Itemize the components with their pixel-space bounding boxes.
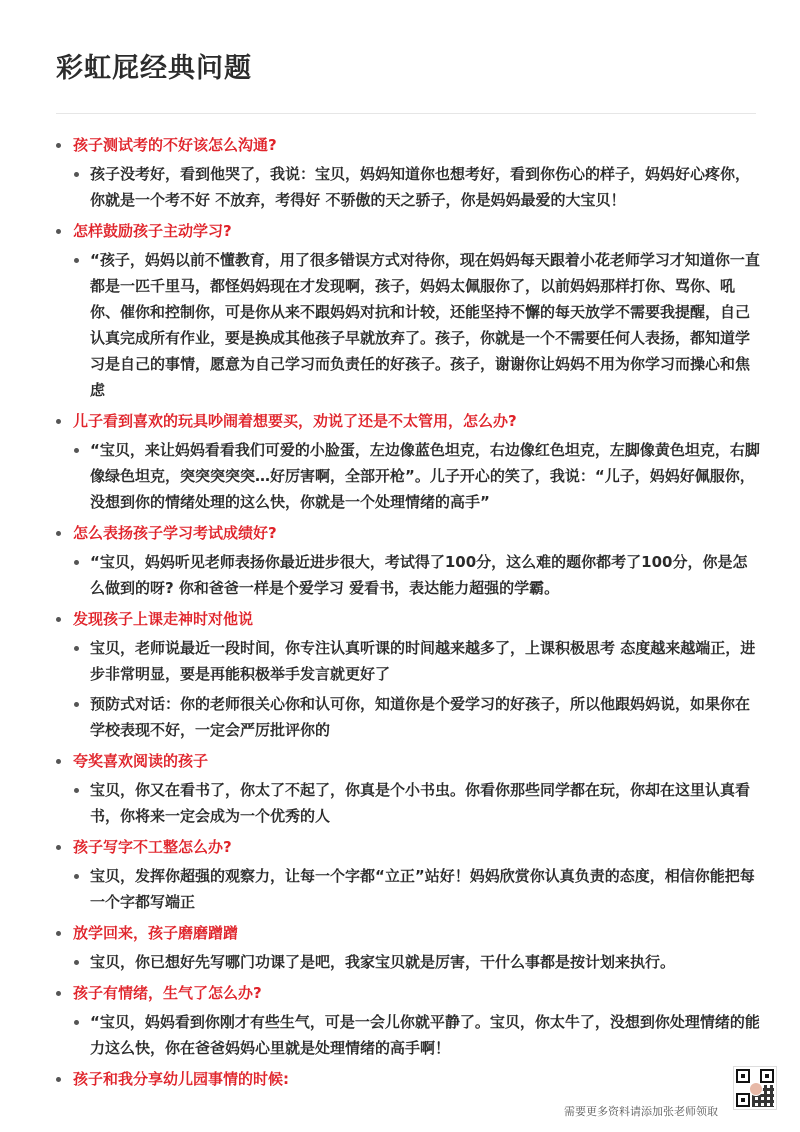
page-title: 彩虹屁经典问题 (56, 53, 252, 84)
footer-note: 需要更多资料请添加张老师领取 (564, 1105, 718, 1118)
answer-list (73, 1009, 760, 1061)
topic-item (56, 1067, 760, 1091)
answer-list (73, 863, 760, 915)
topic-item (56, 409, 760, 515)
topic-item (56, 607, 760, 743)
topic-item (56, 921, 760, 975)
topic-item (56, 219, 760, 403)
answer-list (73, 549, 760, 601)
answer-item: 宝贝，你已想好先写哪门功课了是吧，我家宝贝就是厉害，干什么事都是按计划来执行。 (73, 949, 760, 975)
topic-question: 孩子有情绪，生气了怎么办? (73, 984, 262, 1002)
answer-item: 预防式对话：你的老师很关心你和认可你，知道你是个爱学习的好孩子，所以他跟妈妈说，如果你在学校表现不好，一定会严厉批评你的 (73, 691, 760, 743)
answer-item: 孩子没考好，看到他哭了，我说：宝贝，妈妈知道你也想考好，看到你伤心的样子，妈妈好心疼你，你就是一个考不好 不放弃，考得好 不骄傲的天之骄子，你是妈妈最爱的大宝贝！ (73, 161, 760, 213)
answer-item: 宝贝，发挥你超强的观察力，让每一个字都“立正”站好！妈妈欣赏你认真负责的态度，相信你能把每一个字都写端正 (73, 863, 760, 915)
answer-list (73, 437, 760, 515)
topic-question: 发现孩子上课走神时对他说 (73, 610, 254, 628)
title-divider (56, 113, 756, 114)
topic-list (56, 133, 760, 1091)
topic-item (56, 521, 760, 601)
answer-item: “孩子，妈妈以前不懂教育，用了很多错误方式对待你，现在妈妈每天跟着小花老师学习才知道你一直都是一匹千里马，都怪妈妈现在才发现啊，孩子，妈妈太佩服你了，以前妈妈那样打你、骂你、吼你、催你和控制你，可是你从来不跟妈妈对抗和计较，还能坚持不懈的每天放学不需要我提醒，自己认真完成所有作业，要是换成其他孩子早就放弃了。孩子，你就是一个不需要任何人表扬，都知道学习是自己的事情，愿意为自己学习而负责任的好孩子。孩子，谢谢你让妈妈不用为你学习而操心和焦虑 (73, 247, 760, 403)
topic-question: 孩子测试考的不好该怎么沟通? (73, 136, 277, 154)
answer-list (73, 247, 760, 403)
answer-list (73, 635, 760, 743)
topic-item (56, 133, 760, 213)
answer-item: “宝贝，来让妈妈看看我们可爱的小脸蛋，左边像蓝色坦克，右边像红色坦克，左脚像黄色坦克，右脚像绿色坦克，突突突突突…好厉害啊，全部开枪”。儿子开心的笑了，我说：“儿子，妈妈好佩服你，没想到你的情绪处理的这么快，你就是一个处理情绪的高手” (73, 437, 760, 515)
answer-item: 宝贝，老师说最近一段时间，你专注认真听课的时间越来越多了，上课积极思考 态度越来越端正，进步非常明显，要是再能积极举手发言就更好了 (73, 635, 760, 687)
answer-item: 宝贝，你又在看书了，你太了不起了，你真是个小书虫。你看你那些同学都在玩，你却在这里认真看书，你将来一定会成为一个优秀的人 (73, 777, 760, 829)
answer-item: “宝贝，妈妈听见老师表扬你最近进步很大，考试得了100分，这么难的题你都考了100分，你是怎么做到的呀? 你和爸爸一样是个爱学习 爱看书，表达能力超强的学霸。 (73, 549, 760, 601)
topic-question: 儿子看到喜欢的玩具吵闹着想要买，劝说了还是不太管用，怎么办? (73, 412, 517, 430)
topic-question: 孩子和我分享幼儿园事情的时候: (73, 1070, 290, 1088)
avatar (749, 1082, 763, 1096)
qr-code-icon (733, 1066, 777, 1110)
answer-list (73, 161, 760, 213)
topic-item (56, 835, 760, 915)
document-body (56, 133, 760, 1091)
answer-list (73, 949, 760, 975)
topic-question: 孩子写字不工整怎么办? (73, 838, 232, 856)
topic-item (56, 749, 760, 829)
answer-list (73, 777, 760, 829)
topic-question: 夸奖喜欢阅读的孩子 (73, 752, 209, 770)
topic-question: 怎样鼓励孩子主动学习? (73, 222, 232, 240)
topic-question: 怎么表扬孩子学习考试成绩好? (73, 524, 277, 542)
topic-question: 放学回来，孩子磨磨蹭蹭 (73, 924, 239, 942)
topic-item (56, 981, 760, 1061)
answer-item: “宝贝，妈妈看到你刚才有些生气，可是一会儿你就平静了。宝贝，你太牛了，没想到你处理情绪的能力这么快，你在爸爸妈妈心里就是处理情绪的高手啊！ (73, 1009, 760, 1061)
